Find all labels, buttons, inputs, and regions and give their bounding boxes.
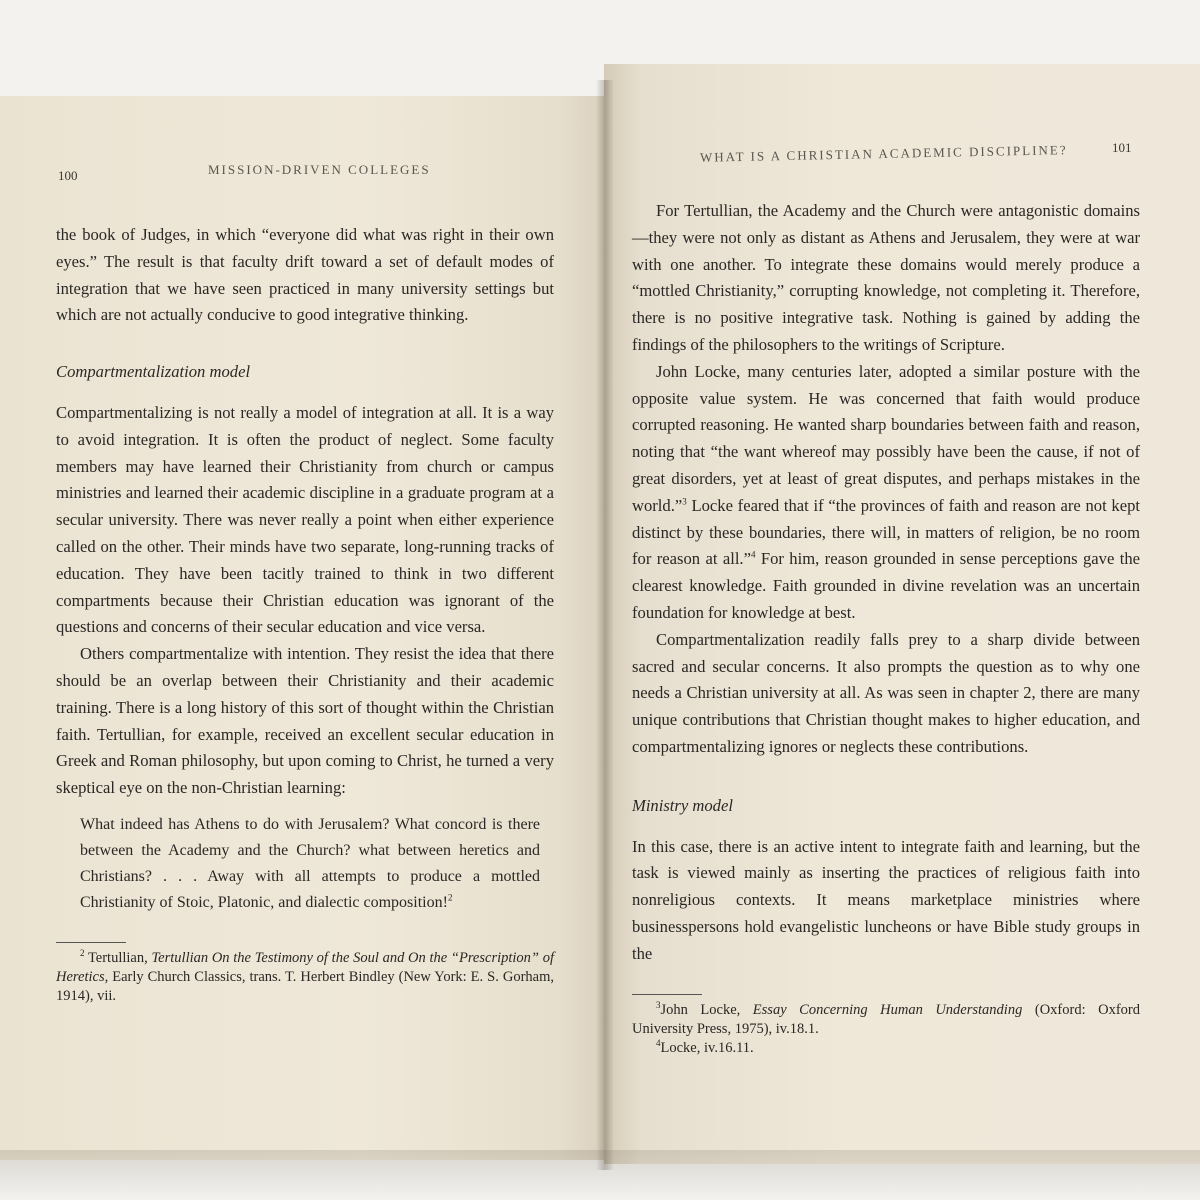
page-shadow	[0, 1150, 1200, 1200]
paragraph: In this case, there is an active intent to integrate faith and learning, but the task is viewed mainly as inserting the practices of religious faith into nonreligious contexts. It means marketplace ministries where businesspersons hold evangelistic luncheons or have Bible study groups in the	[632, 836, 1140, 963]
footnote-rule	[632, 994, 702, 995]
footnote-ref: 3	[682, 496, 687, 507]
paragraph: the book of Judges, in which “everyone did what was right in their own eyes.” The result is that faculty drift toward a set of default modes of integration that we have seen practiced in many university settings but which are not actually conducive to good integrative thinking.	[56, 225, 554, 325]
paragraph: Compartmentalization readily falls prey to a sharp divide between sacred and secular concerns. It also prompts the question as to why one needs a Christian university at all. As was seen in chapter 2, there are many unique contributions that Christian thought makes to higher education, and compartmentalizing ignores or neglects these contributions.	[632, 629, 1140, 756]
section-heading: Ministry model	[632, 795, 733, 815]
left-page-body	[56, 222, 554, 1006]
footnote-number: 2	[80, 948, 85, 959]
left-page-number: 100	[58, 168, 78, 183]
paragraph-text: For him, reason grounded in sense perceptions gave the clearest knowledge. Faith grounded in divine revelation was an uncertain foundation for knowledge at best.	[632, 549, 1141, 622]
footnote	[632, 1001, 1140, 1039]
footnote	[56, 949, 554, 1006]
footnote-lead: John Locke,	[660, 1001, 753, 1018]
footnote-text: Locke, iv.16.11.	[660, 1039, 754, 1056]
paragraph: Compartmentalizing is not really a model of integration at all. It is a way to avoid integration. It is often the product of neglect. Some faculty members may have learned their Christianity from church or campus ministries and learned their academic discipline in a graduate program at a secular university. There was never really a point when either experience called on the other. Their minds have two separate, long-running tracks of education. They have been tacitly trained to think in two different compartments because their Christian education was ignorant of the questions and concerns of their secular education and vice versa.	[56, 402, 554, 637]
footnote-rest: (Oxford: Oxford University Press, 1975), iv.18.1.	[632, 1001, 1140, 1037]
right-page-number: 101	[1112, 140, 1132, 155]
right-page-body	[632, 198, 1140, 1058]
left-running-head: MISSION-DRIVEN COLLEGES	[208, 162, 431, 177]
footnote-lead: Tertullian,	[87, 949, 152, 966]
footnote-title: Essay Concerning Human Understanding	[752, 1001, 1023, 1018]
quote-text: What indeed has Athens to do with Jerusalem? What concord is there between the Academy and the Church? what between heretics and Christians? . . . Away with all attempts to produce a mottled Christianity of Stoic, Platonic, and dialectic composition!	[80, 815, 540, 911]
footnote-rule	[56, 942, 126, 943]
footnote-rest: , Early Church Classics, trans. T. Herbert Bindley (New York: E. S. Gorham, 1914), vii.	[56, 968, 554, 1004]
right-running-head: WHAT IS A CHRISTIAN ACADEMIC DISCIPLINE?	[699, 142, 1068, 165]
block-quote	[80, 812, 540, 916]
paragraph-text: John Locke, many centuries later, adopted a similar posture with the opposite value system. He was concerned that faith would produce corrupted reasoning. He wanted sharp boundaries between faith and reason, noting that “the want whereof may possibly have been the cause, if not of great disorders, yet at least of great disputes, and perhaps mistakes in the world.”	[632, 361, 1140, 515]
footnote-ref: 4	[750, 549, 756, 560]
paragraph: For Tertullian, the Academy and the Church were antagonistic domains—they were not only as distant as Athens and Jerusalem, they were at war with one another. To integrate these domains would merely produce a “mottled Christianity,” corrupting knowledge, not completing it. Therefore, there is no positive integrative task. Nothing is gained by adding the findings of the philosophers to the writings of Scripture.	[632, 201, 1140, 354]
book-gutter	[596, 80, 614, 1170]
paragraph	[632, 359, 1140, 627]
footnote-number: 4	[656, 1037, 661, 1048]
paragraph-text: Locke feared that if “the provinces of faith and reason are not kept distinct by these boundaries, there will, in matters of religion, be no room for reason at all.”	[632, 495, 1140, 569]
footnote-ref: 2	[447, 892, 453, 903]
section-heading: Compartmentalization model	[56, 362, 251, 382]
paragraph: Others compartmentalize with intention. They resist the idea that there should be an overlap between their Christianity and their academic training. There is a long history of this sort of thought within the Christian faith. Tertullian, for example, received an excellent secular education in Greek and Roman philosophy, but upon coming to Christ, he turned a very skeptical eye on the non-Christian learning:	[56, 644, 554, 798]
footnote-title: Tertullian On the Testimony of the Soul and On the “Prescription” of Heretics	[56, 949, 554, 985]
footnote-number: 3	[656, 999, 661, 1010]
footnote	[632, 1039, 1140, 1058]
